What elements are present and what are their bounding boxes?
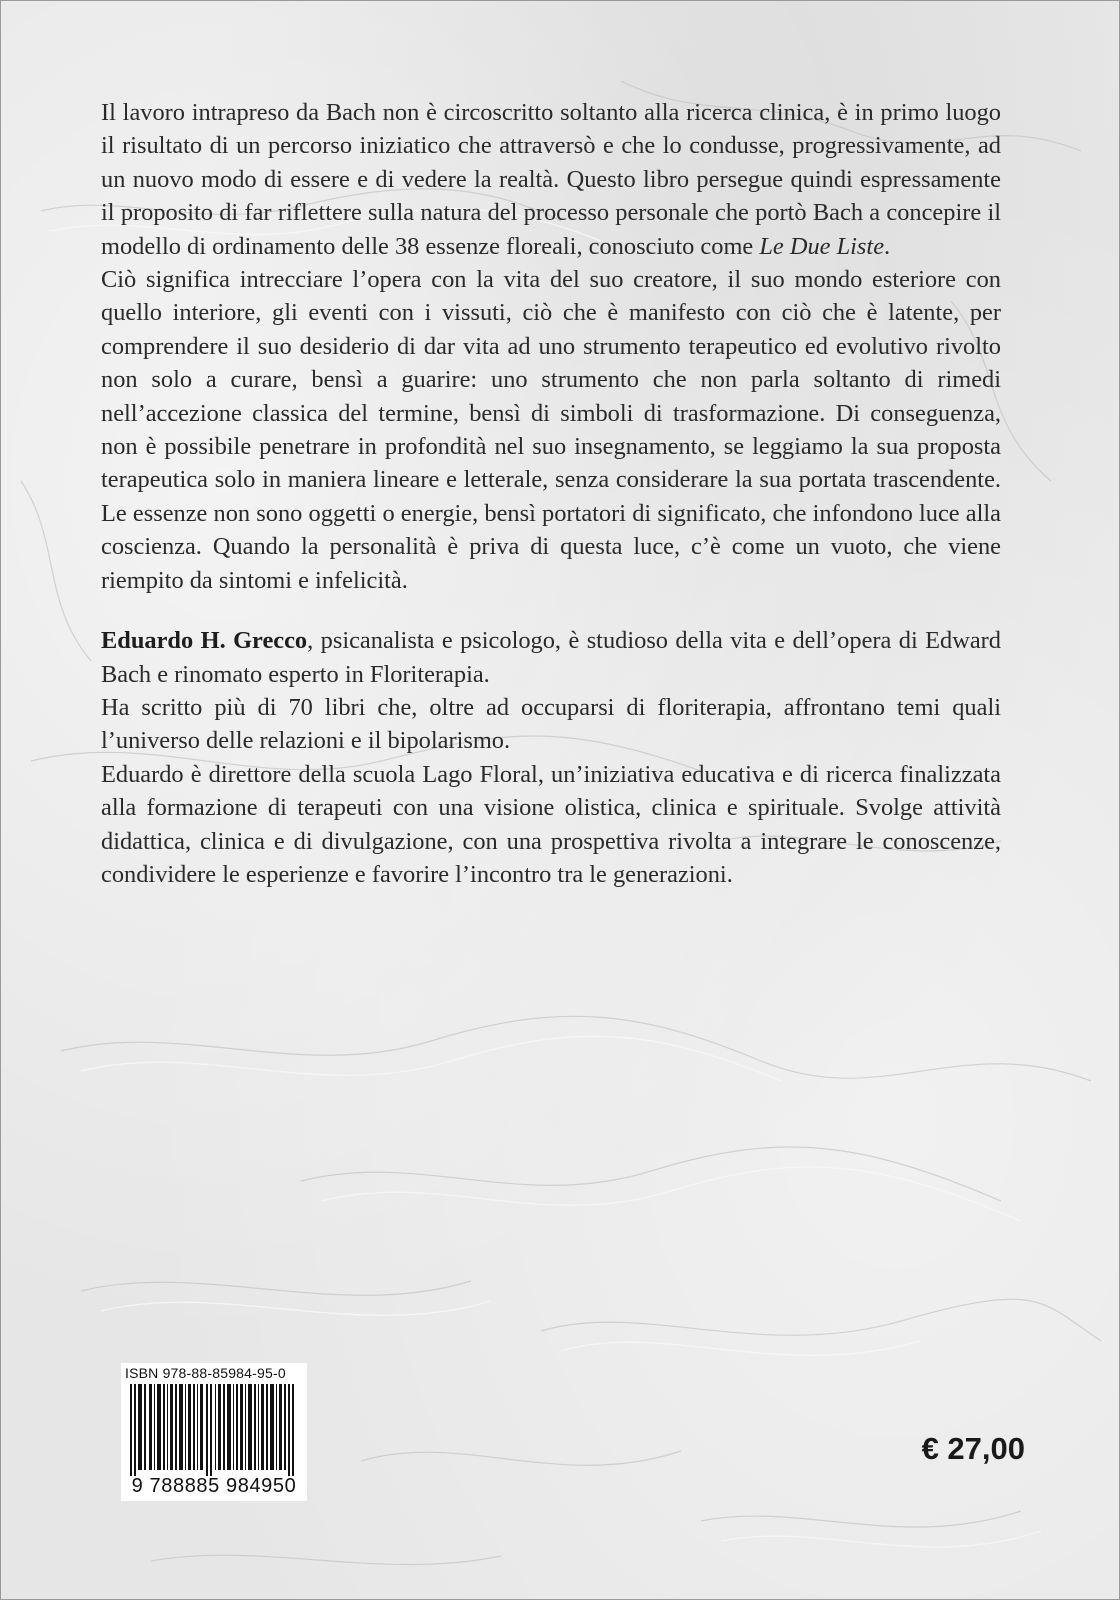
author-bio-1-text: , psicanalista e psicologo, è studioso della vita e dell’opera di Edward Bach e rinomato esperto in Floriterapia. bbox=[101, 627, 1001, 688]
author-bio-paragraph-1 bbox=[101, 624, 1001, 691]
author-bio-paragraph-2: Ha scritto più di 70 libri che, oltre ad occuparsi di floriterapia, affrontano temi quali l’universo delle relazioni e il bipolarismo. bbox=[101, 693, 1001, 755]
book-title-italic: Le Due Liste bbox=[759, 232, 885, 260]
description-paragraph-2: Ciò significa intrecciare l’opera con la vita del suo creatore, il suo mondo esteriore con quello interiore, gli eventi con i vissuti, ciò che è manifesto con ciò che è latente, per comprendere il suo desiderio di dar vita ad uno strumento terapeutico ed evolutivo rivolto non solo a curare, bensì a guarire: uno strumento che non parla soltanto di rimedi nell’accezione classica del termine, bensì di simboli di trasformazione. Di conseguenza, non è possibile penetrare in profondità nel suo insegnamento, se leggiamo la sua proposta terapeutica solo in maniera lineare e letterale, senza considerare la sua portata trascendente. Le essenze non sono oggetti o energie, bensì portatori di significato, che infondono luce alla coscienza. Quando la personalità è priva di questa luce, c’è come un vuoto, che viene riempito da sintomi e infelicità. bbox=[101, 266, 1001, 594]
barcode-bars bbox=[124, 1384, 304, 1476]
back-cover-text bbox=[101, 96, 1001, 891]
description-p1-end: . bbox=[884, 232, 891, 260]
description-p1-text: Il lavoro intrapreso da Bach non è circoscritto soltanto alla ricerca clinica, è in primo luogo il risultato di un percorso iniziatico che attraversò e che lo condusse, progressivamente, ad un nuovo modo di essere e di vedere la realtà. Questo libro persegue quindi espressamente il proposito di far riflettere sulla natura del processo personale che portò Bach a concepire il modello di ordinamento delle 38 essenze floreali, conosciuto come bbox=[101, 99, 1001, 260]
author-bio-paragraph-3: Eduardo è direttore della scuola Lago Floral, un’iniziativa educativa e di ricerca finalizzata alla formazione di terapeuti con una visione olistica, clinica e spirituale. Svolge attività didattica, clinica e di divulgazione, con una prospettiva rivolta a integrare le conoscenze, condividere le esperienze e favorire l’incontro tra le generazioni. bbox=[101, 760, 1001, 888]
author-name: Eduardo H. Grecco bbox=[101, 627, 308, 655]
description-paragraph-1 bbox=[101, 96, 1001, 263]
barcode-digits: 9 788885 984950 bbox=[131, 1475, 297, 1497]
isbn-barcode bbox=[121, 1363, 307, 1501]
paragraph-spacer bbox=[101, 597, 1001, 624]
price-label: € 27,00 bbox=[921, 1431, 1025, 1466]
isbn-label: ISBN 978-88-85984-95-0 bbox=[125, 1365, 286, 1381]
